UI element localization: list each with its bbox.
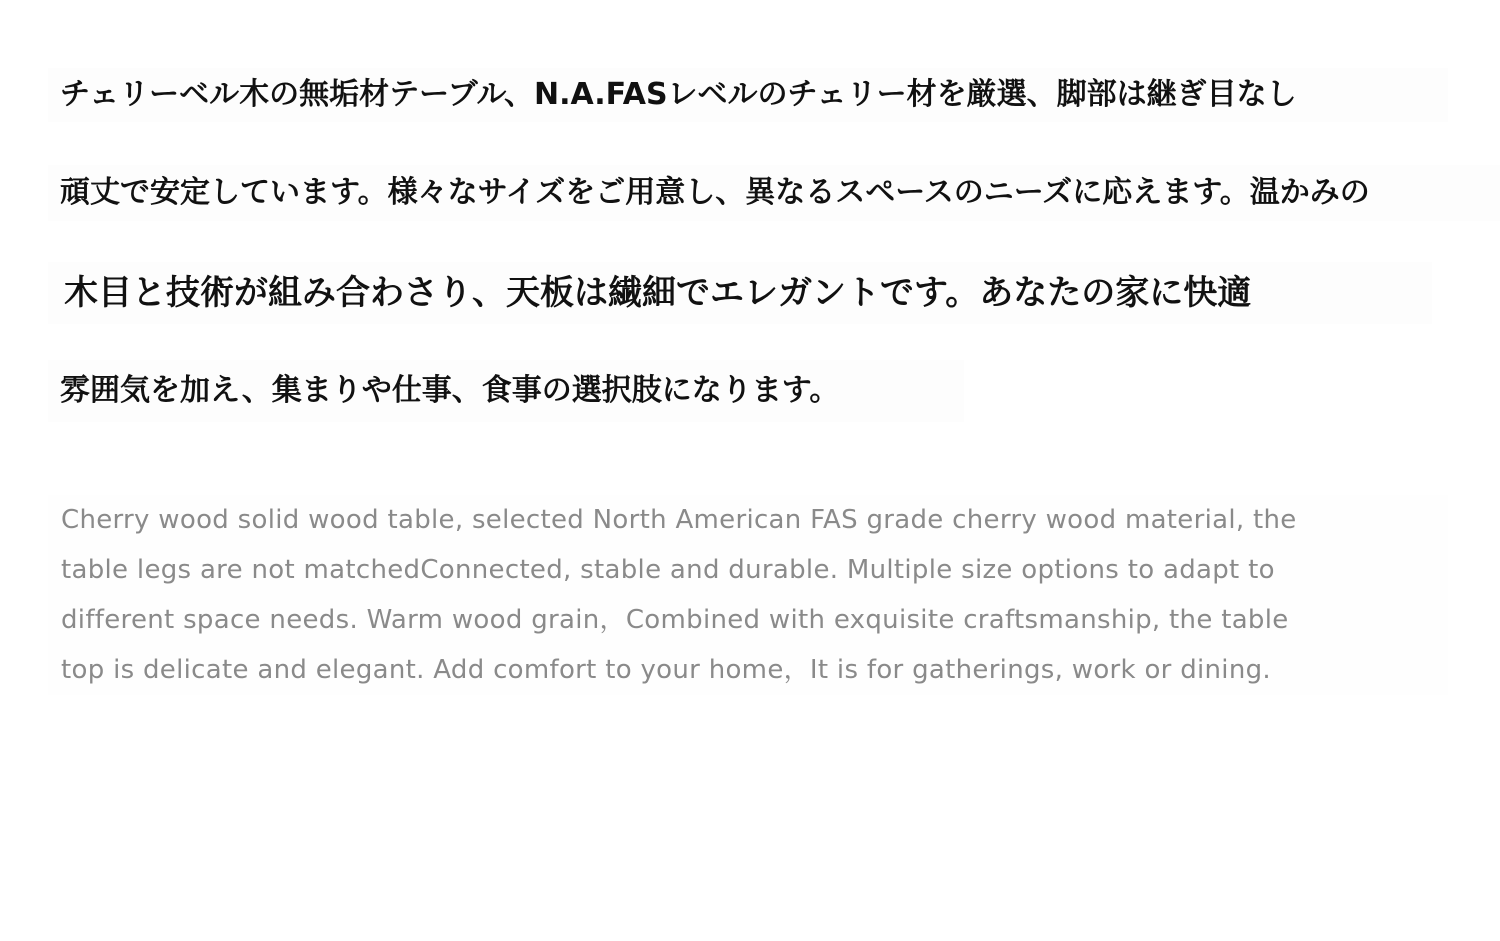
english-description	[48, 495, 1448, 695]
japanese-description-line-2: 頑丈で安定しています。様々なサイズをご用意し、異なるスペースのニーズに応えます。温かみの	[48, 165, 1500, 221]
english-description-line-3: different space needs. Warm wood grain，Combined with exquisite craftsmanship, the table	[61, 605, 1289, 635]
japanese-description-line-4: 雰囲気を加え、集まりや仕事、食事の選択肢になります。	[48, 360, 964, 422]
english-description-line-1: Cherry wood solid wood table, selected North American FAS grade cherry wood material, the	[61, 505, 1297, 535]
japanese-description-line-3: 木目と技術が組み合わさり、天板は繊細でエレガントです。あなたの家に快適	[48, 262, 1432, 324]
japanese-description-line-1: チェリーベル木の無垢材テーブル、N.A.FASレベルのチェリー材を厳選、脚部は継ぎ目なし	[48, 68, 1448, 122]
english-description-line-4: top is delicate and elegant. Add comfort to your home，It is for gatherings, work or dining.	[61, 655, 1271, 685]
english-description-line-2: table legs are not matchedConnected, stable and durable. Multiple size options to adapt to	[61, 555, 1275, 585]
